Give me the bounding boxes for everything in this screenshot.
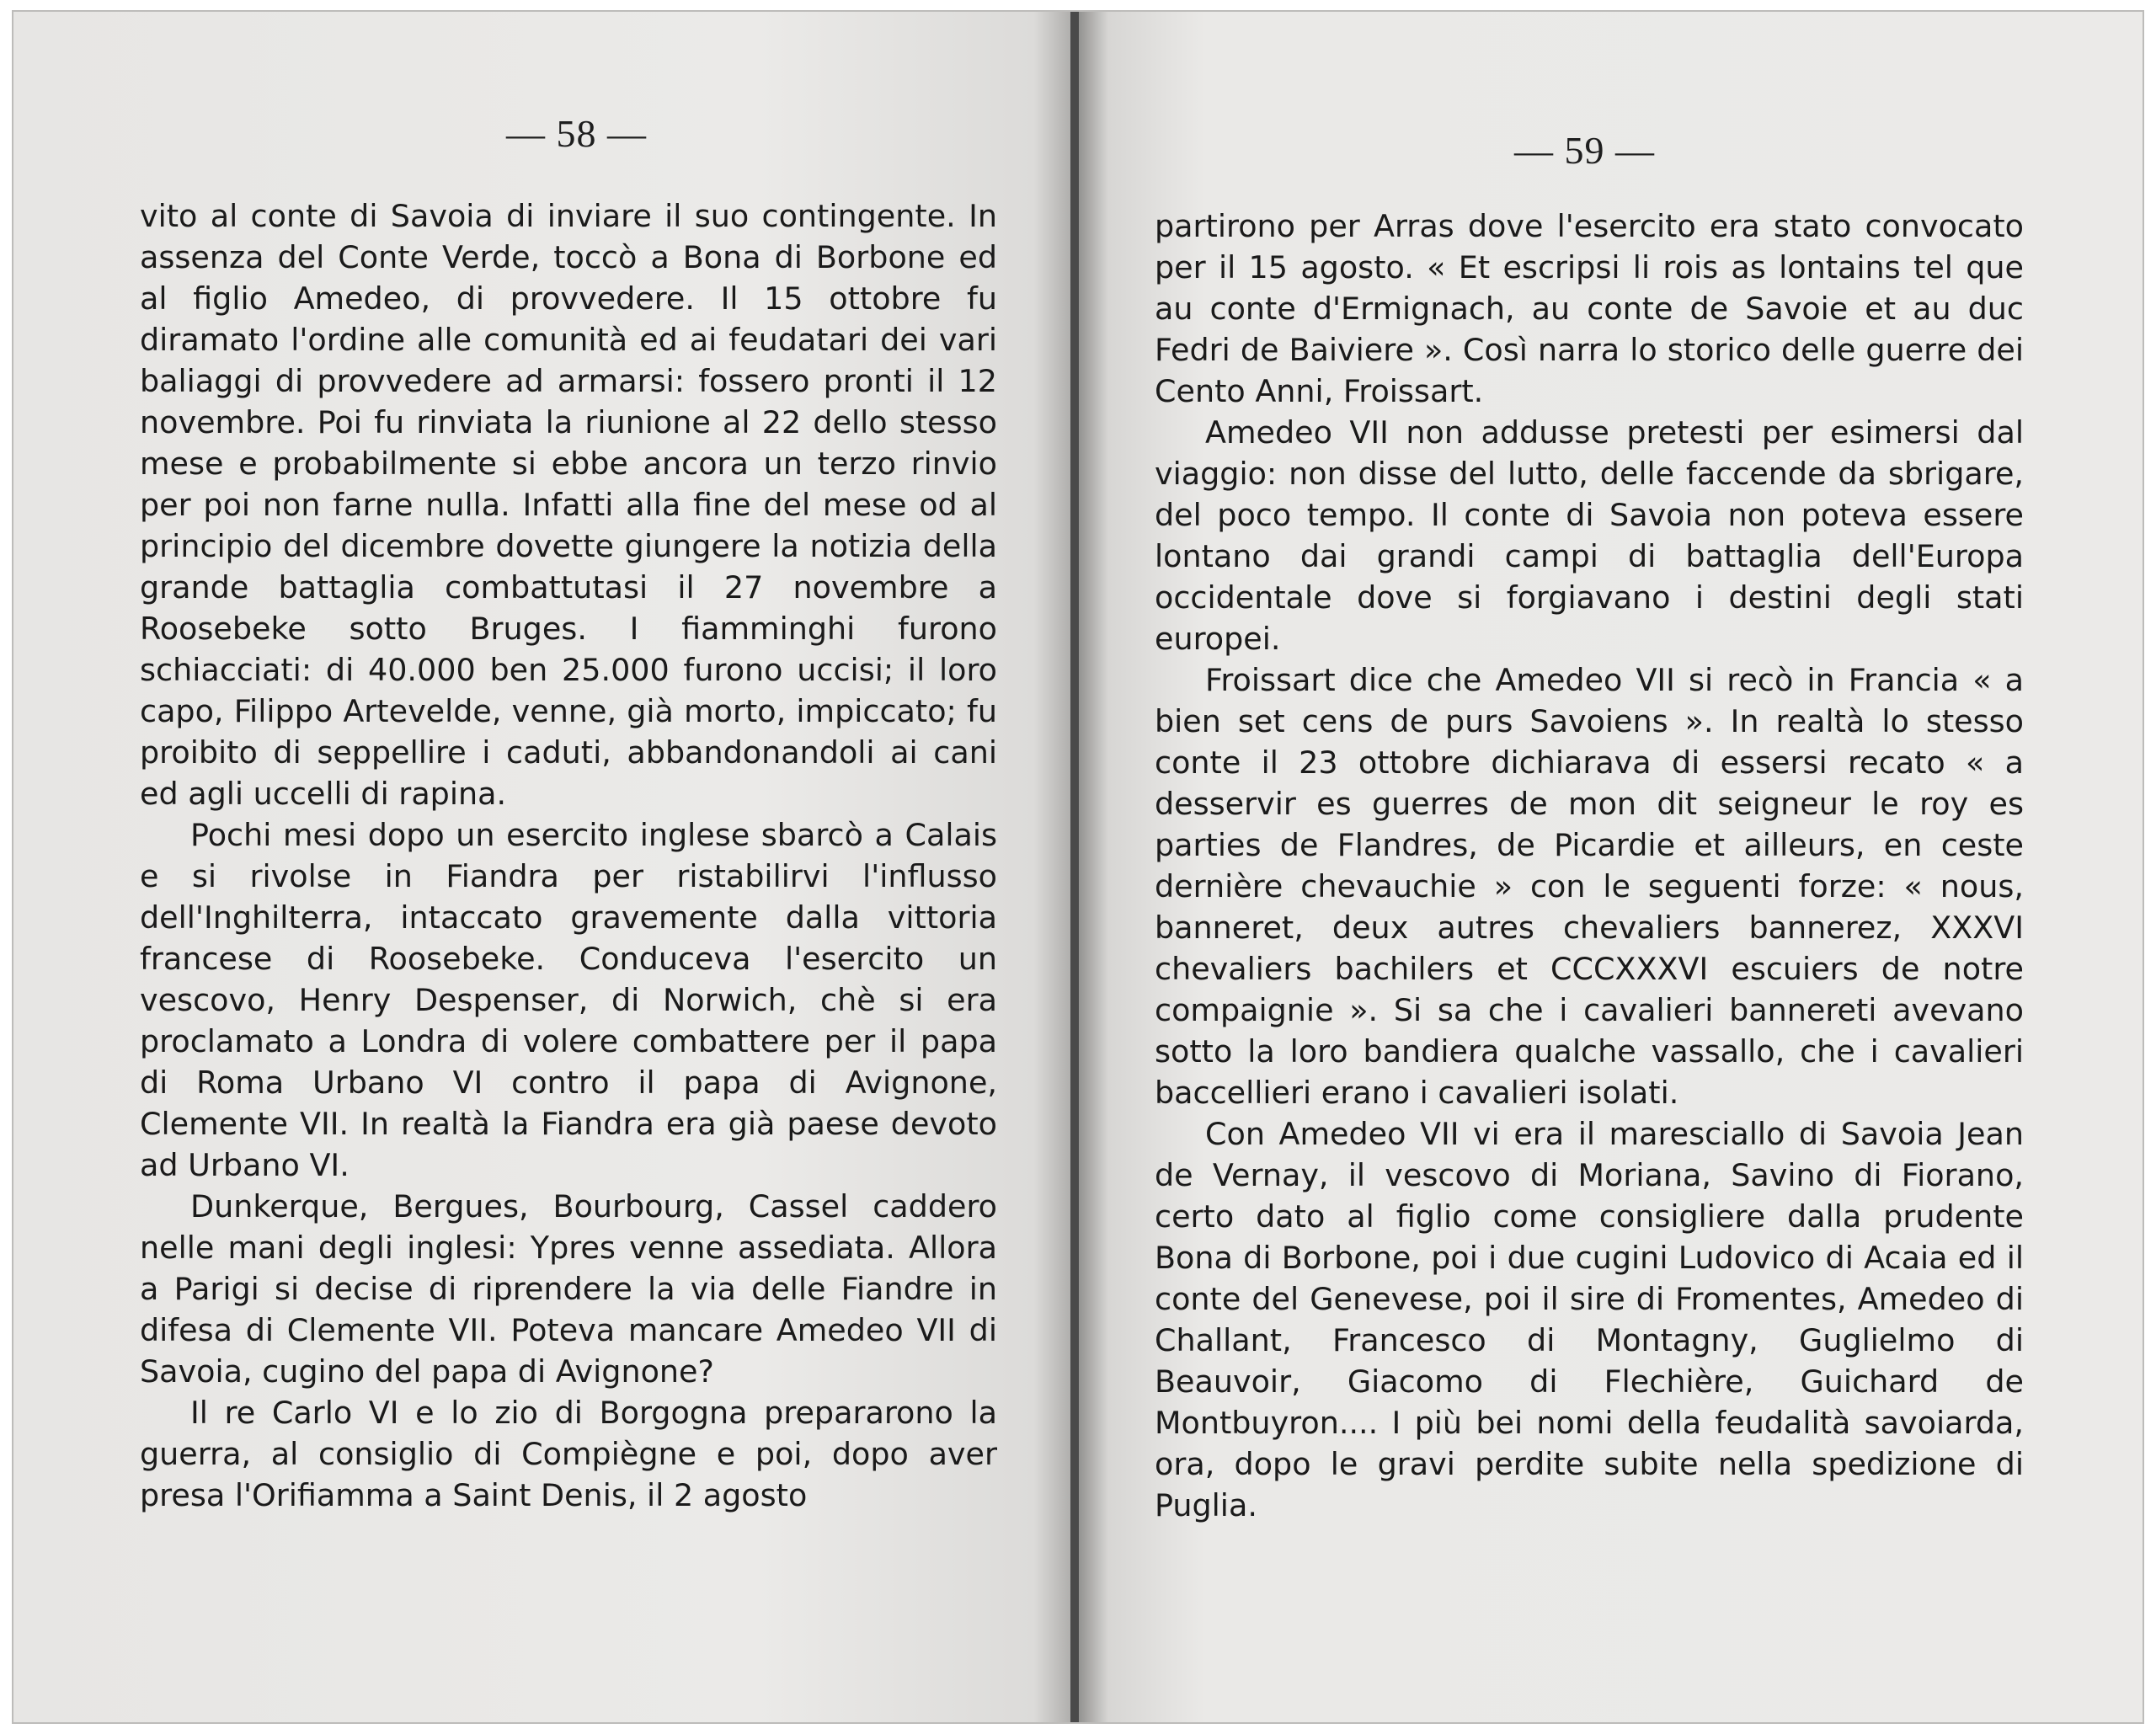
- page-body: [140, 195, 997, 1516]
- paragraph: Il re Carlo VI e lo zio di Borgogna prepararono la guerra, al consiglio di Compiègne e poi, dopo aver presa l'Orifiamma a Saint Denis, il 2 agosto: [140, 1395, 997, 1513]
- paragraph: vito al conte di Savoia di inviare il suo contingente. In assenza del Conte Verde, toccò a Bona di Borbone ed al figlio Amedeo, di provvedere. Il 15 ottobre fu diramato l'ordine alle comunità ed ai feudatari dei vari baliaggi di provvedere ad armarsi: fossero pronti il 12 novembre. Poi fu rinviata la riunione al 22 dello stesso mese e probabilmente si ebbe ancora un terzo rinvio per poi non farne nulla. Infatti alla fine del mese od al principio del dicembre dovette giungere la notizia della grande battaglia combattutasi il 27 novembre a Roosebeke sotto Bruges. I fiamminghi furono schiacciati: di 40.000 ben 25.000 furono uccisi; il loro capo, Filippo Artevelde, venne, già morto, impiccato; fu proibito di seppellire i caduti, abbandonandoli ai cani ed agli uccelli di rapina.: [140, 198, 997, 812]
- paragraph: partirono per Arras dove l'esercito era stato convocato per il 15 agosto. « Et escripsi li rois as lontains tel que au conte d'Ermignach, au conte de Savoie et au duc Fedri de Baiviere ». Così narra lo storico delle guerre dei Cento Anni, Froissart.: [1155, 208, 2024, 409]
- right-page: [1076, 12, 2144, 1722]
- paragraph: Dunkerque, Bergues, Bourbourg, Cassel caddero nelle mani degli inglesi: Ypres venne assediata. Allora a Parigi si decise di riprendere la via delle Fiandre in difesa di Clemente VII. Poteva mancare Amedeo VII di Savoia, cugino del papa di Avignone?: [140, 1188, 997, 1390]
- page-number: — 58 —: [506, 112, 647, 155]
- paragraph: Con Amedeo VII vi era il maresciallo di Savoia Jean de Vernay, il vescovo di Moriana, Savino di Fiorano, certo dato al figlio come consigliere dalla prudente Bona di Borbone, poi i due cugini Ludovico di Acaia ed il conte del Genevese, poi il sire di Fromentes, Amedeo di Challant, Francesco di Montagny, Guglielmo di Beauvoir, Giacomo di Flechière, Guichard de Montbuyron.... I più bei nomi della feudalità savoiarda, ora, dopo le gravi perdite subite nella spedizione di Puglia.: [1155, 1116, 2024, 1523]
- page-body: [1155, 205, 2024, 1526]
- paragraph: Pochi mesi dopo un esercito inglese sbarcò a Calais e si rivolse in Fiandra per ristabilirvi l'influsso dell'Inghilterra, intaccato gravemente dalla vittoria francese di Roosebeke. Conduceva l'esercito un vescovo, Henry Despenser, di Norwich, chè si era proclamato a Londra di volere combattere per il papa di Roma Urbano VI contro il papa di Avignone, Clemente VII. In realtà la Fiandra era già paese devoto ad Urbano VI.: [140, 817, 997, 1183]
- book-spread: [12, 10, 2144, 1724]
- paragraph: Froissart dice che Amedeo VII si recò in Francia « a bien set cens de purs Savoiens ». In realtà lo stesso conte il 23 ottobre dichiarava di essersi recato « a desservir es guerres de mon dit seigneur le roy es parties de Flandres, de Picardie et ailleurs, en ceste dernière chevauchie » con le seguenti forze: « nous, banneret, deux autres chevaliers bannerez, XXXVI chevaliers bachilers et CCCXXXVI escuiers de notre compaignie ». Si sa che i cavalieri bannereti avevano sotto la loro bandiera qualche vassallo, che i cavalieri baccellieri erano i cavalieri isolati.: [1155, 662, 2024, 1111]
- left-page: [13, 12, 1076, 1722]
- book-gutter: [1070, 12, 1079, 1722]
- page-number: — 59 —: [1514, 129, 1655, 172]
- paragraph: Amedeo VII non addusse pretesti per esimersi dal viaggio: non disse del lutto, delle faccende da sbrigare, del poco tempo. Il conte di Savoia non poteva essere lontano dai grandi campi di battaglia dell'Europa occidentale dove si forgiavano i destini degli stati europei.: [1155, 414, 2024, 657]
